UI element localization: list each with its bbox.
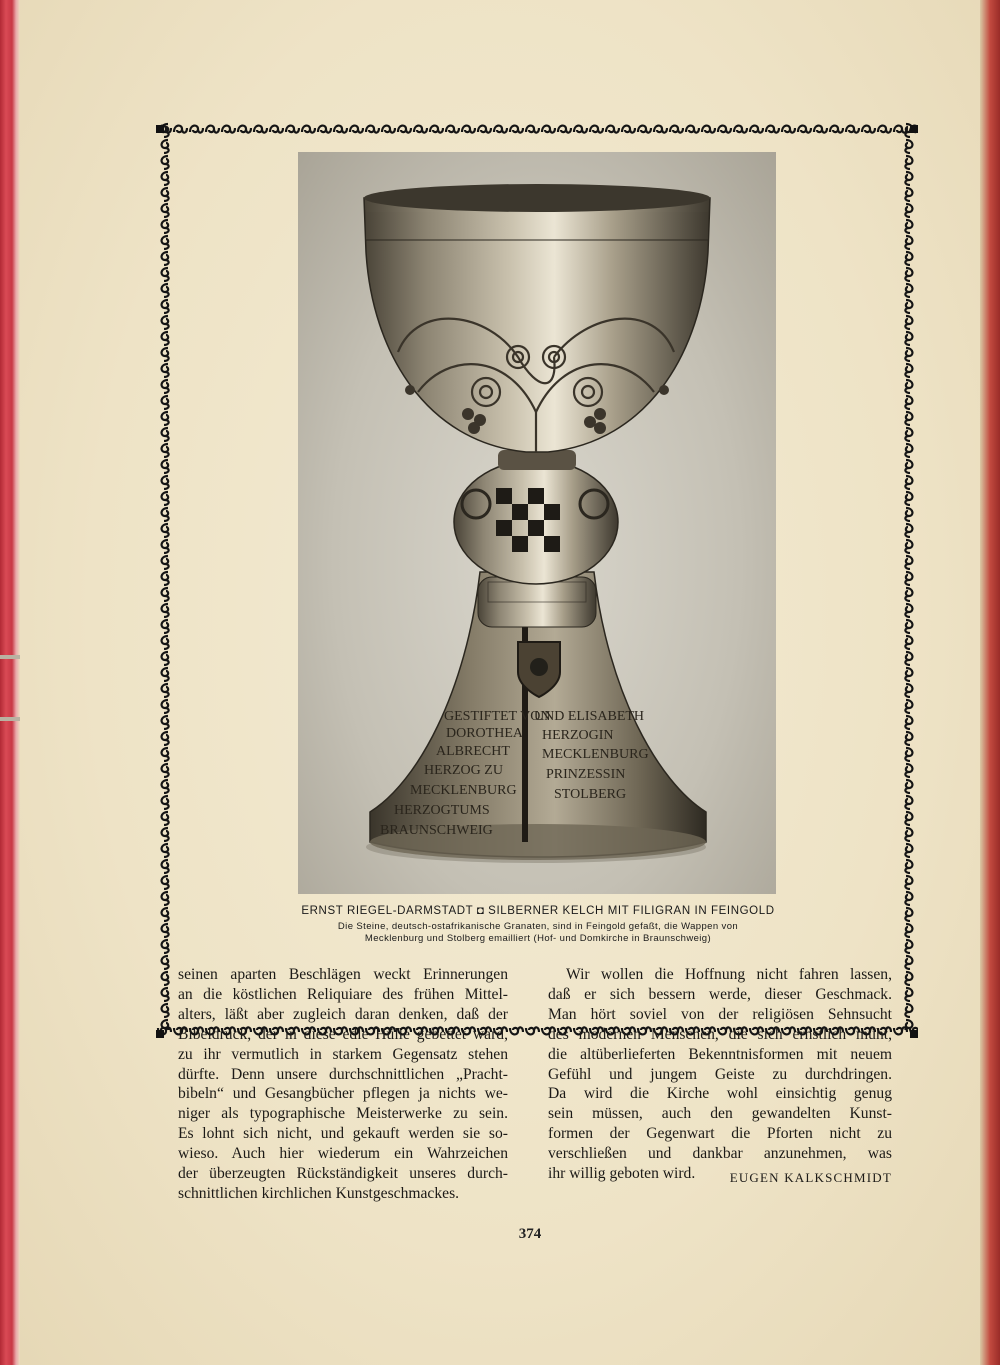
text-line: Da wird die Kirche wohl einsichtig genug [548, 1085, 892, 1103]
border-corner [156, 125, 164, 133]
text-line: Wir wollen die Hoffnung nicht fahren lassen, [566, 966, 892, 983]
inscription-right-1: UND ELISABETH [534, 709, 645, 724]
caption-title: ERNST RIEGEL-DARMSTADT ◘ SILBERNER KELCH MIT FILIGRAN IN FEINGOLD [301, 905, 775, 917]
inscription-right-2: HERZOGIN [542, 728, 614, 743]
text-line: Bibeldruck, der in diese edle Hülle gebettet ward, [178, 1025, 508, 1043]
text-column-left [178, 965, 508, 1204]
inscription-left-1: GESTIFTET VON [444, 709, 551, 724]
caption-description-line-1: Die Steine, deutsch-ostafrikanische Granaten, sind in Feingold gefaßt, die Wappen von [337, 921, 739, 932]
text-line: der überzeugten Rückständigkeit unseres durch- [178, 1165, 508, 1183]
text-line: des modernen Menschen, die sich ernstlich müht, [548, 1025, 892, 1043]
ornament-border-left [156, 122, 174, 1030]
text-line: ihr willig geboten wird. [548, 1165, 696, 1183]
text-line: zu ihr vermutlich in starkem Gegensatz stehen [178, 1045, 508, 1063]
text-line: verschließen und dankbar anzunehmen, was [548, 1145, 892, 1163]
inscription-left-6: HERZOGTUMS [394, 803, 490, 818]
text-line: dürfte. Denn unsere durchschnittlichen „Pracht- [178, 1065, 508, 1083]
inscription-right-4: PRINZESSIN [546, 767, 626, 782]
inscription-right-5: STOLBERG [554, 787, 627, 802]
chalice-photograph [298, 152, 776, 894]
text-line: niger als typographische Meisterwerke zu sein. [178, 1105, 508, 1123]
author-first-name: EUGEN [729, 1170, 780, 1185]
text-line: alters, läßt aber zugleich daran denken, daß der [178, 1005, 508, 1023]
text-line: daß er sich bessern werde, dieser Geschmack. [548, 985, 892, 1003]
text-line: an die köstlichen Reliquiare des frühen Mittel- [178, 985, 508, 1003]
inscription-right-3: MECKLENBURG [542, 747, 649, 762]
text-line: seinen aparten Beschlägen weckt Erinnerungen [178, 966, 508, 983]
caption-description-line-2: Mecklenburg und Stolberg emailliert (Hof- und Domkirche in Braunschweig) [364, 933, 712, 944]
border-corner [156, 1030, 164, 1038]
border-corner [910, 125, 918, 133]
chalice-illustration [298, 152, 776, 894]
border-corner [910, 1030, 918, 1038]
text-column-right [548, 965, 892, 1184]
inscription-left-3: ALBRECHT [436, 744, 510, 759]
inscription-left-4: HERZOG ZU [424, 763, 503, 778]
author-signature [700, 1170, 892, 1186]
ornament-border-right [900, 122, 918, 1030]
text-line: Es lohnt sich nicht, und gekauft werden sie so- [178, 1125, 508, 1143]
text-line: sein müssen, auch den gewandelten Kunst- [548, 1105, 892, 1123]
text-line: die altüberlieferten Bekenntnisformen mit neuem [548, 1045, 892, 1063]
text-line: Gefühl und jungem Geiste zu durchdringen. [548, 1065, 892, 1083]
text-line: bibeln“ und Gesangbücher pflegen ja nichts we- [178, 1085, 508, 1103]
ornament-border-top [156, 120, 918, 138]
text-line: formen der Gegenwart die Pforten nicht zu [548, 1125, 892, 1143]
text-line: wieso. Auch hier wiederum ein Wahrzeichen [178, 1145, 508, 1163]
inscription-left-2: DOROTHEA [446, 726, 523, 741]
text-line: Man hört soviel von der religiösen Sehnsucht [548, 1005, 892, 1023]
inscription-left-5: MECKLENBURG [410, 783, 517, 798]
page-number: 374 [518, 1226, 542, 1242]
text-line: schnittlichen kirchlichen Kunstgeschmackes. [178, 1184, 460, 1202]
inscription-left-7: BRAUNSCHWEIG [380, 823, 493, 838]
author-last-name: KALKSCHMIDT [784, 1170, 892, 1185]
